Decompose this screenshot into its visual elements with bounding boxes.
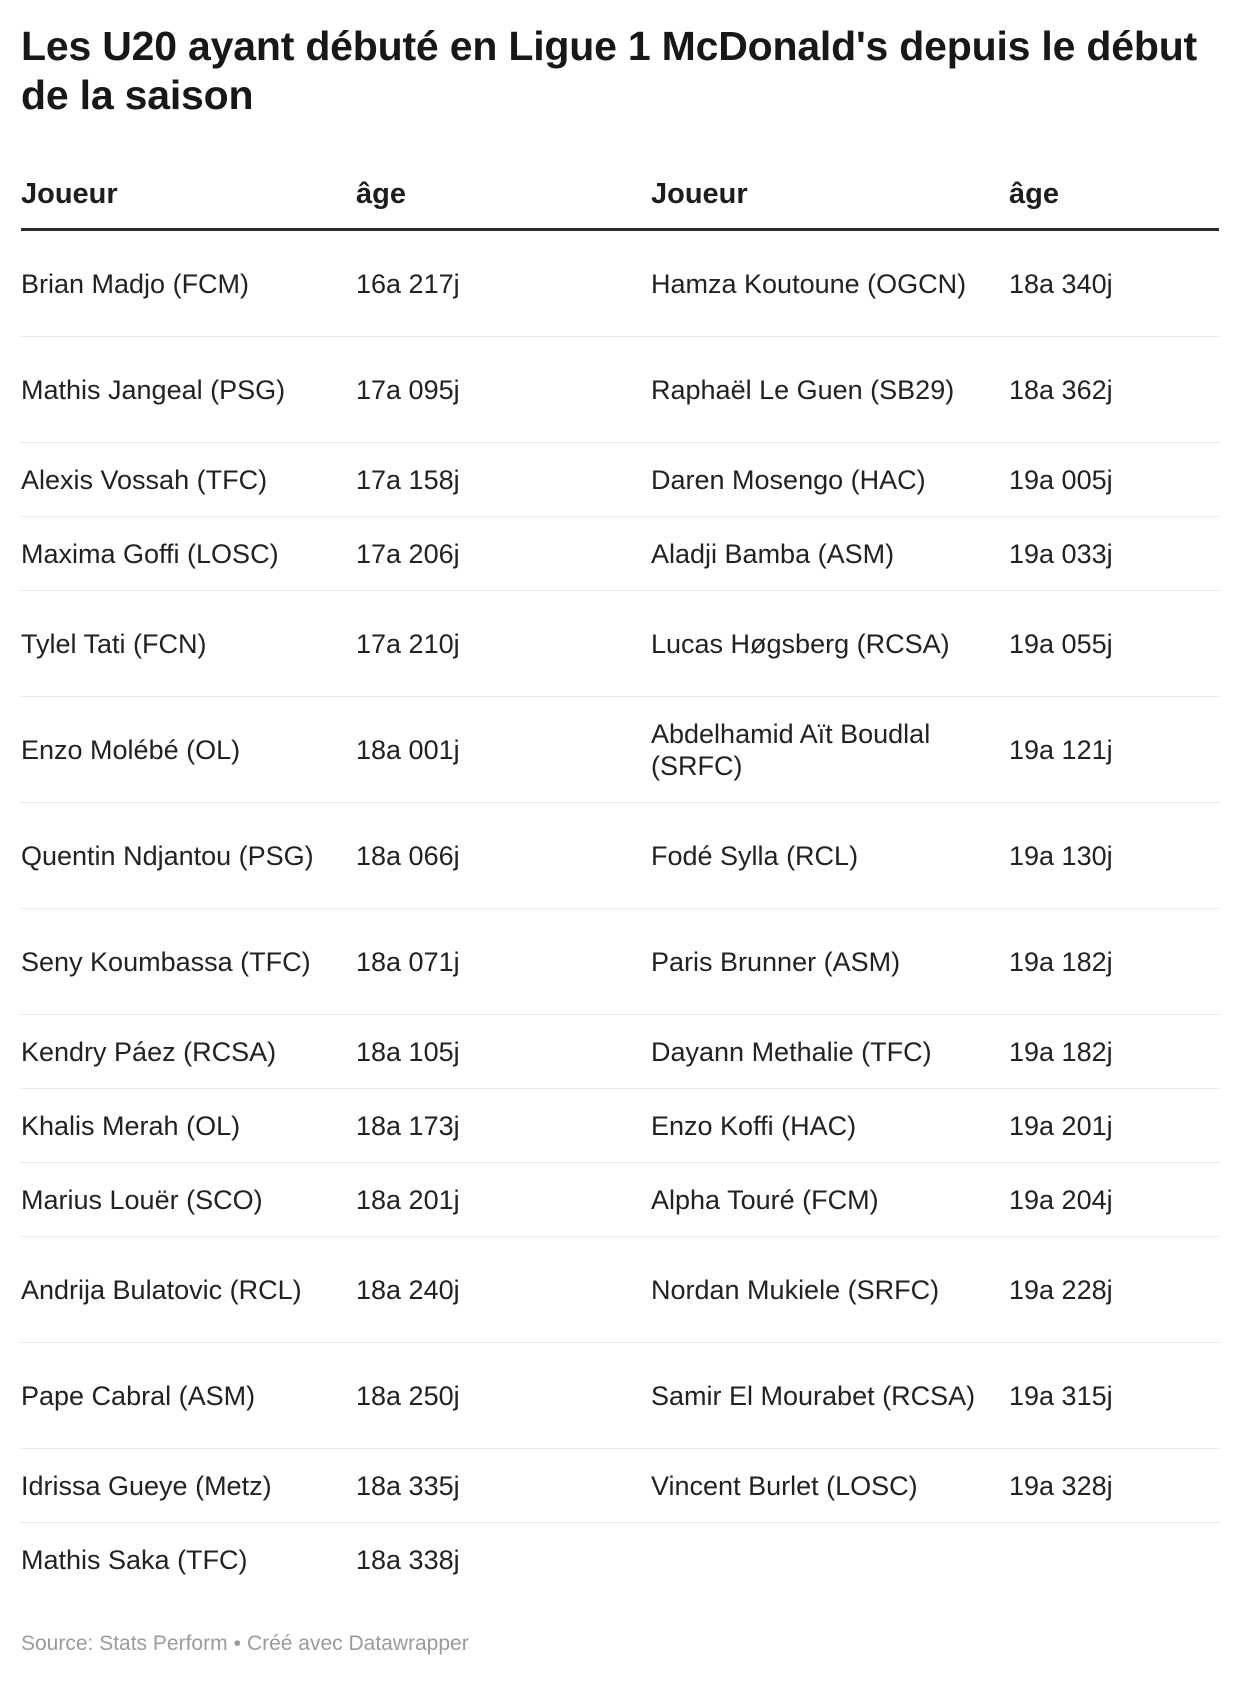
- player-age: 17a 095j: [356, 337, 651, 443]
- player-age: 19a 121j: [1009, 697, 1219, 803]
- player-age: 19a 005j: [1009, 443, 1219, 517]
- player-name: Idrissa Gueye (Metz): [21, 1449, 356, 1523]
- player-age: 19a 228j: [1009, 1237, 1219, 1343]
- table-row: [21, 337, 1219, 443]
- player-name: Seny Koumbassa (TFC): [21, 909, 356, 1015]
- player-name: Alexis Vossah (TFC): [21, 443, 356, 517]
- table-row: [21, 909, 1219, 1015]
- player-age: 18a 338j: [356, 1544, 460, 1575]
- player-name: Aladji Bamba (ASM): [651, 517, 1009, 591]
- table-row: [21, 1523, 1219, 1597]
- player-name: Abdelhamid Aït Boudlal (SRFC): [651, 697, 1009, 803]
- header-player-1: Joueur: [21, 160, 356, 230]
- player-name: Alpha Touré (FCM): [651, 1163, 1009, 1237]
- table-row: [21, 1237, 1219, 1343]
- player-age: 18a 335j: [356, 1449, 651, 1523]
- credit-link[interactable]: Créé avec Datawrapper: [246, 1632, 469, 1655]
- table-row: [21, 1089, 1219, 1163]
- player-age: 19a 182j: [1009, 909, 1219, 1015]
- players-table: [21, 160, 1219, 1596]
- player-age: 18a 001j: [356, 697, 651, 803]
- player-age: 19a 315j: [1009, 1343, 1219, 1449]
- table-row: [21, 1449, 1219, 1523]
- player-age: 19a 328j: [1009, 1449, 1219, 1523]
- player-name: Maxima Goffi (LOSC): [21, 517, 356, 591]
- chart-title: Les U20 ayant débuté en Ligue 1 McDonald's depuis le début de la saison: [21, 23, 1197, 118]
- player-name: Enzo Molébé (OL): [21, 697, 356, 803]
- player-name: Pape Cabral (ASM): [21, 1343, 356, 1449]
- source-text: Source: Stats Perform: [21, 1632, 228, 1655]
- table-row: [21, 803, 1219, 909]
- header-age-1: âge: [356, 160, 651, 230]
- player-age: 18a 066j: [356, 803, 651, 909]
- player-age: 19a 130j: [1009, 803, 1219, 909]
- table-row: [21, 1163, 1219, 1237]
- player-name: Brian Madjo (FCM): [21, 230, 356, 337]
- player-age: 19a 182j: [1009, 1015, 1219, 1089]
- header-row: [21, 160, 1219, 230]
- header-age-2: âge: [1009, 160, 1219, 230]
- source-footer: [21, 1632, 469, 1656]
- player-age: 18a 240j: [356, 1237, 651, 1343]
- player-name: Marius Louër (SCO): [21, 1163, 356, 1237]
- table-row: [21, 697, 1219, 803]
- footer-separator: •: [233, 1632, 241, 1655]
- player-name: Nordan Mukiele (SRFC): [651, 1237, 1009, 1343]
- player-age: 18a 173j: [356, 1089, 651, 1163]
- player-age: 18a 340j: [1009, 230, 1219, 337]
- player-age: 17a 158j: [356, 443, 651, 517]
- player-age: 18a 362j: [1009, 337, 1219, 443]
- empty-cell: [651, 1523, 1009, 1597]
- table-row: [21, 517, 1219, 591]
- player-name: Samir El Mourabet (RCSA): [651, 1343, 1009, 1449]
- player-age: 18a 105j: [356, 1015, 651, 1089]
- table-row: [21, 230, 1219, 337]
- player-name: Khalis Merah (OL): [21, 1089, 356, 1163]
- player-name: Vincent Burlet (LOSC): [651, 1449, 1009, 1523]
- player-name: Mathis Jangeal (PSG): [21, 337, 356, 443]
- player-age: 19a 033j: [1009, 517, 1219, 591]
- player-name: Quentin Ndjantou (PSG): [21, 803, 356, 909]
- player-age: 16a 217j: [356, 230, 651, 337]
- header-player-2: Joueur: [651, 160, 1009, 230]
- player-age: 19a 055j: [1009, 591, 1219, 697]
- player-age: 18a 201j: [356, 1163, 651, 1237]
- player-name: Daren Mosengo (HAC): [651, 443, 1009, 517]
- player-name: Hamza Koutoune (OGCN): [651, 230, 1009, 337]
- player-age: 18a 071j: [356, 909, 651, 1015]
- player-name: Kendry Páez (RCSA): [21, 1015, 356, 1089]
- player-name: Dayann Methalie (TFC): [651, 1015, 1009, 1089]
- empty-cell: [1009, 1523, 1219, 1597]
- table-row: [21, 591, 1219, 697]
- player-name: Andrija Bulatovic (RCL): [21, 1237, 356, 1343]
- player-name: Fodé Sylla (RCL): [651, 803, 1009, 909]
- player-name: Paris Brunner (ASM): [651, 909, 1009, 1015]
- player-name: Raphaël Le Guen (SB29): [651, 337, 1009, 443]
- player-name: Enzo Koffi (HAC): [651, 1089, 1009, 1163]
- player-age: 17a 206j: [356, 517, 651, 591]
- table-row: [21, 1343, 1219, 1449]
- player-age: 18a 250j: [356, 1343, 651, 1449]
- player-name: Tylel Tati (FCN): [21, 591, 356, 697]
- player-age: 19a 201j: [1009, 1089, 1219, 1163]
- table-row: [21, 443, 1219, 517]
- player-age: 17a 210j: [356, 591, 651, 697]
- player-name: Mathis Saka (TFC): [21, 1544, 248, 1575]
- player-name: Lucas Høgsberg (RCSA): [651, 591, 1009, 697]
- player-age: 19a 204j: [1009, 1163, 1219, 1237]
- table-row: [21, 1015, 1219, 1089]
